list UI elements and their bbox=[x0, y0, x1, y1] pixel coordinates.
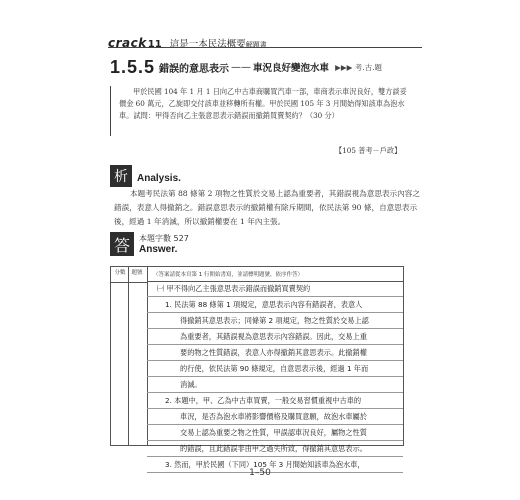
answer-line: 3. 然而，甲於民國（下同）105 年 3 月間始知該車為泡水車， bbox=[147, 457, 403, 473]
answer-line: 交易上認為重要之物之性質，甲誤認車況良好，屬物之性質 bbox=[147, 425, 403, 441]
section-tags: ▶▶▶ 考.古.題 bbox=[335, 62, 383, 72]
question-text: 甲於民國 104 年 1 月 1 日向乙中古車商購買汽車一部，車商表示車況良好，雙方談妥價金 60 萬元，乙旋即交付該車並移轉所有權。甲於民國 105 年 3 月間始得知該車為泡水車。試問：甲得否向乙主張意思表示錯誤而撤銷買賣契約？（30 分） bbox=[119, 87, 407, 120]
page-number: 1–50 bbox=[249, 468, 271, 478]
answer-line: 的錯誤，且此錯誤非由甲之過失所致，得撤銷其意思表示。 bbox=[147, 441, 403, 457]
analysis-icon: 析 bbox=[110, 165, 132, 187]
sheet-instruction: （答案請從本頁第 1 行開始書寫，並請標明題號，依序作答） bbox=[153, 272, 303, 278]
series-number: 11 bbox=[147, 39, 162, 50]
answer-meta bbox=[139, 233, 189, 255]
section-number: 1.5.5 bbox=[110, 56, 156, 77]
answer-line: 的行使，依民法第 90 條規定，自意思表示後，經過 1 年而 bbox=[147, 361, 403, 377]
answer-lines bbox=[147, 281, 403, 473]
analysis-text: 本題考民法第 88 條第 2 項物之性質於交易上認為重要者，其錯誤視為意思表示內容之錯誤，表意人得撤銷之。錯誤意思表示的撤銷權有除斥期間，依民法第 90 條，自意思表示後，經過 1 年消滅，所以撤銷權要在 1 年內主張。 bbox=[114, 189, 420, 226]
analysis-body bbox=[114, 187, 424, 229]
side-header-rule bbox=[111, 282, 147, 283]
answer-line: 車況，是否為泡水車將影響價格及購買意願，故泡水車屬於 bbox=[147, 409, 403, 425]
book-subtitle: 解題書 bbox=[245, 41, 267, 49]
section-subtitle: 車況良好變泡水車 bbox=[253, 63, 330, 74]
section-name: 錯誤的意思表示 bbox=[159, 63, 230, 75]
question-block bbox=[110, 86, 415, 136]
answer-heading bbox=[110, 232, 189, 256]
header-rule bbox=[108, 47, 422, 48]
running-header bbox=[108, 32, 428, 50]
answer-sheet bbox=[110, 266, 404, 469]
question-source: 【105 普考－戶政】 bbox=[335, 146, 402, 155]
answer-line: 1. 民法第 88 條第 1 項規定，意思表示內容有錯誤者，表意人 bbox=[147, 297, 403, 313]
book-title: 這是一本民法概要 bbox=[169, 39, 246, 50]
answer-icon: 答 bbox=[110, 232, 134, 256]
question-number-column-label: 題號 bbox=[131, 270, 143, 276]
analysis-heading bbox=[110, 165, 181, 187]
analysis-label: Analysis. bbox=[137, 172, 181, 184]
section-heading bbox=[110, 55, 382, 79]
section-dash: —— bbox=[231, 61, 252, 73]
answer-line: 2. 本題中，甲、乙為中古車買賣，一般交易習慣重視中古車的 bbox=[147, 393, 403, 409]
series-logo: crack bbox=[108, 36, 147, 50]
answer-line: ㈠ 甲不得向乙主張意思表示錯誤而撤銷買賣契約 bbox=[147, 281, 403, 297]
score-column-label: 分數 bbox=[114, 270, 126, 276]
answer-line: 要的物之性質錯誤，表意人亦得撤銷其意思表示。此撤銷權 bbox=[147, 345, 403, 361]
answer-line: 得撤銷其意思表示；同條第 2 項規定，物之性質於交易上認 bbox=[147, 313, 403, 329]
answer-label: Answer. bbox=[139, 244, 178, 255]
answer-line: 消滅。 bbox=[147, 377, 403, 393]
sheet-side-column bbox=[111, 267, 148, 445]
answer-line: 為重要者，其錯誤視為意思表示內容錯誤。因此，交易上重 bbox=[147, 329, 403, 345]
word-count: 本題字數 527 bbox=[139, 234, 189, 243]
side-divider bbox=[128, 267, 129, 445]
